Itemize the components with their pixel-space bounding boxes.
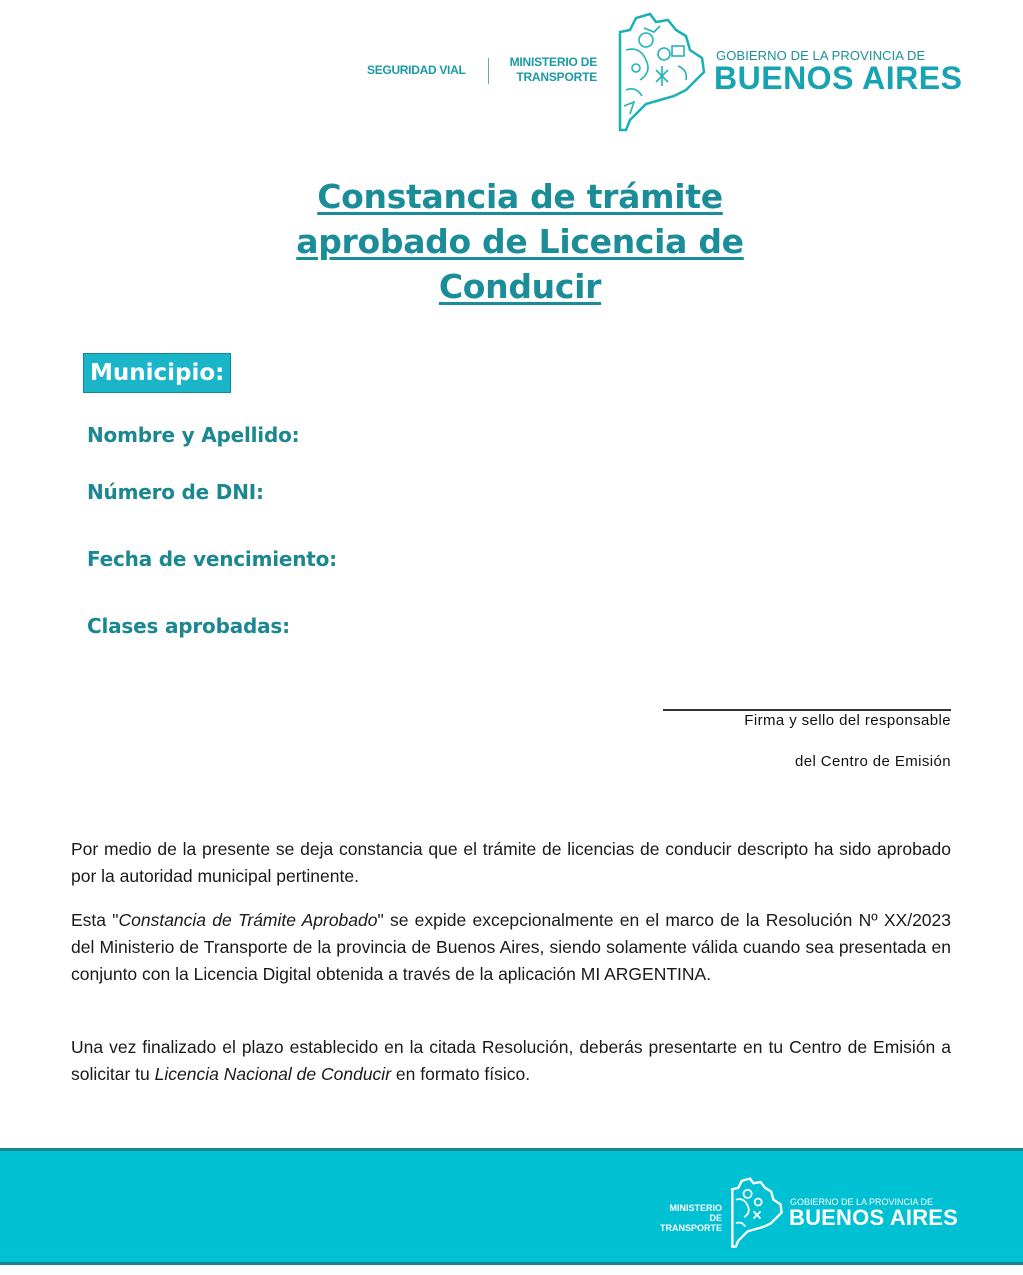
gobierno-provincia-label: GOBIERNO DE LA PROVINCIA DE	[716, 48, 926, 63]
nombre-apellido-label: Nombre y Apellido:	[87, 423, 300, 447]
p2-text-end: " se expide excepcionalmente en el marco de la Resolución Nº XX/2023 del Ministerio de Transporte de la provincia de Buenos Aires, siendo solamente válida cuando sea presentada en conjunto con la Licencia Digital obtenida a través de la aplicación MI ARGENTINA.	[71, 910, 951, 984]
document-footer	[0, 1148, 1023, 1265]
body-paragraph-2	[71, 907, 951, 988]
footer-province-map-icon	[730, 1169, 784, 1255]
document-header	[0, 0, 1023, 140]
title-line1: Constancia de trámite	[317, 177, 723, 216]
municipio-label: Municipio:	[83, 353, 231, 393]
title-line2: aprobado de Licencia de	[296, 222, 744, 261]
footer-ministerio-line2: TRANSPORTE	[660, 1223, 723, 1233]
dni-label: Número de DNI:	[87, 480, 264, 504]
buenos-aires-province-map-icon	[616, 10, 708, 132]
footer-gobierno-label: GOBIERNO DE LA PROVINCIA DE	[790, 1197, 934, 1207]
ministerio-transporte-label	[495, 55, 597, 85]
footer-ministerio-label	[660, 1203, 722, 1233]
ministerio-line2: TRANSPORTE	[516, 70, 597, 84]
body-paragraph-3	[71, 1034, 951, 1088]
signature-caption-line2: del Centro de Emisión	[795, 753, 951, 770]
body-paragraph-1: Por medio de la presente se deja constancia que el trámite de licencias de conducir descripto ha sido aprobado por la autoridad municipal pertinente.	[71, 839, 951, 886]
document-title	[260, 174, 780, 309]
p2-text-start: Esta "	[71, 910, 119, 930]
clases-aprobadas-label: Clases aprobadas:	[87, 614, 290, 638]
ministerio-line1: MINISTERIO DE	[509, 55, 597, 69]
p3-italic-license: Licencia Nacional de Conducir	[154, 1064, 392, 1084]
p2-italic-title: Constancia de Trámite Aprobado	[118, 910, 378, 930]
buenos-aires-wordmark: BUENOS AIRES	[714, 60, 963, 96]
signature-line	[663, 709, 951, 711]
p3-text-start: Una vez finalizado el plazo establecido en la citada Resolución, deberás presentarte en tu Centro de Emisión a solicitar tu	[71, 1037, 951, 1084]
footer-ministerio-line1: MINISTERIO DE	[669, 1203, 722, 1223]
signature-caption-line1: Firma y sello del responsable	[744, 712, 951, 729]
footer-buenos-aires-wordmark: BUENOS AIRES	[789, 1205, 959, 1230]
title-line3: Conducir	[438, 267, 602, 306]
seguridad-vial-label: SEGURIDAD VIAL	[367, 63, 466, 77]
header-divider	[488, 58, 489, 84]
p3-text-end: en formato físico.	[391, 1064, 531, 1084]
fecha-vencimiento-label: Fecha de vencimiento:	[87, 547, 337, 571]
